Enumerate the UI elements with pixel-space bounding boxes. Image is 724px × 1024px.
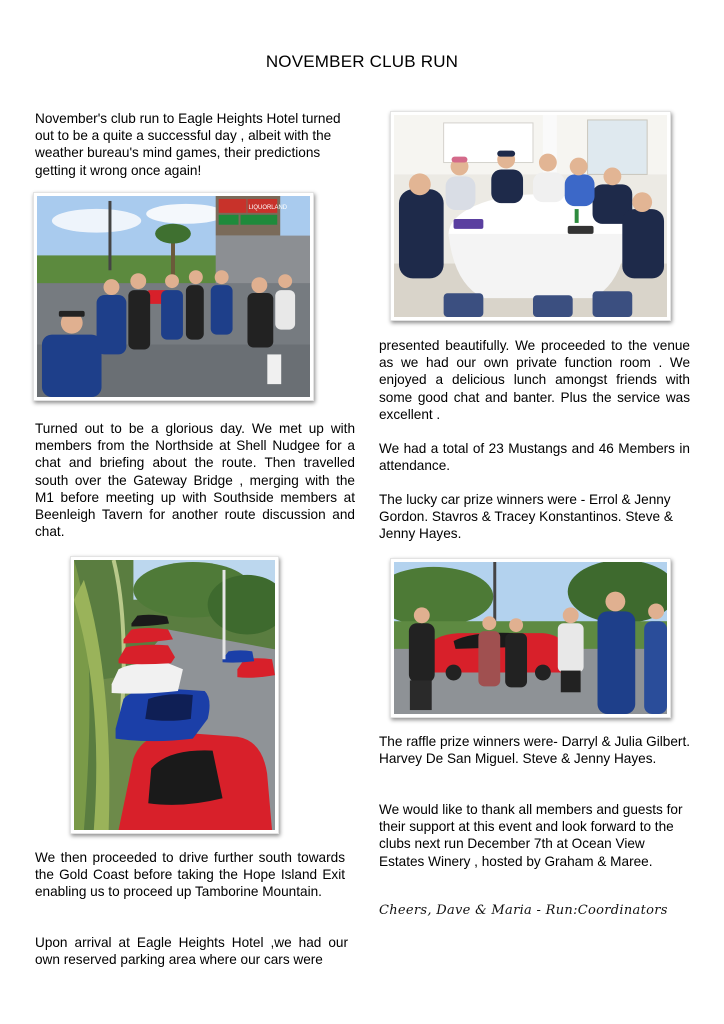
day-paragraph: Turned out to be a glorious day. We met up with members from the Northside at Shell Nudgee for a chat and briefing about the route. Then travelled south over the Gateway Bridge , merging with the M1 before meeting up with Southside members at Beenleigh Tavern for another route discussion and chat. [35,421,355,540]
signature: Cheers, Dave & Maria - Run:Coordinators [379,903,668,918]
drive-paragraph: We then proceeded to drive further south towards the Gold Coast before taking the Hope Island Exit enabling us to proceed up Tamborine Mountain. [35,850,345,900]
thanks-paragraph: We would like to thank all members and guests for their support at this event and look forward to the clubs next run December 7th at Ocean View Estates Winery , hosted by Graham & Maree. [379,802,683,869]
carpark-photo [70,556,279,834]
page-title: NOVEMBER CLUB RUN [265,52,459,71]
carpark-photo-image [74,560,275,830]
liquorland-sign-text: LIQUORLAND [248,204,288,211]
red-mustang-front [119,733,272,830]
group-photo [390,558,671,718]
group-photo-image [394,562,667,714]
lunch-photo-image [394,115,667,317]
presented-paragraph: presented beautifully. We proceeded to the venue as we had our own private function room . We enjoyed a delicious lunch amongst friends with some good chat and banter. Plus the service was excellent . [379,338,690,422]
total-paragraph: We had a total of 23 Mustangs and 46 Members in attendance. [379,441,690,474]
briefing-photo-image [37,196,310,397]
arrival-paragraph: Upon arrival at Eagle Heights Hotel ,we had our own reserved parking area where our cars were [35,935,348,968]
raffle-prize-paragraph: The raffle prize winners were- Darryl & Julia Gilbert. Harvey De San Miguel. Steve & Jenny Hayes. [379,734,690,767]
lucky-prize-paragraph: The lucky car prize winners were - Errol & Jenny Gordon. Stavros & Tracey Konstantinos. Steve & Jenny Hayes. [379,492,673,542]
lunch-photo [390,111,671,321]
briefing-photo [33,192,314,401]
intro-paragraph: November's club run to Eagle Heights Hotel turned out to be a quite a successful day , albeit with the weather bureau's mind games, their predictions getting it wrong once again! [35,111,341,178]
blue-mustang [116,689,210,741]
